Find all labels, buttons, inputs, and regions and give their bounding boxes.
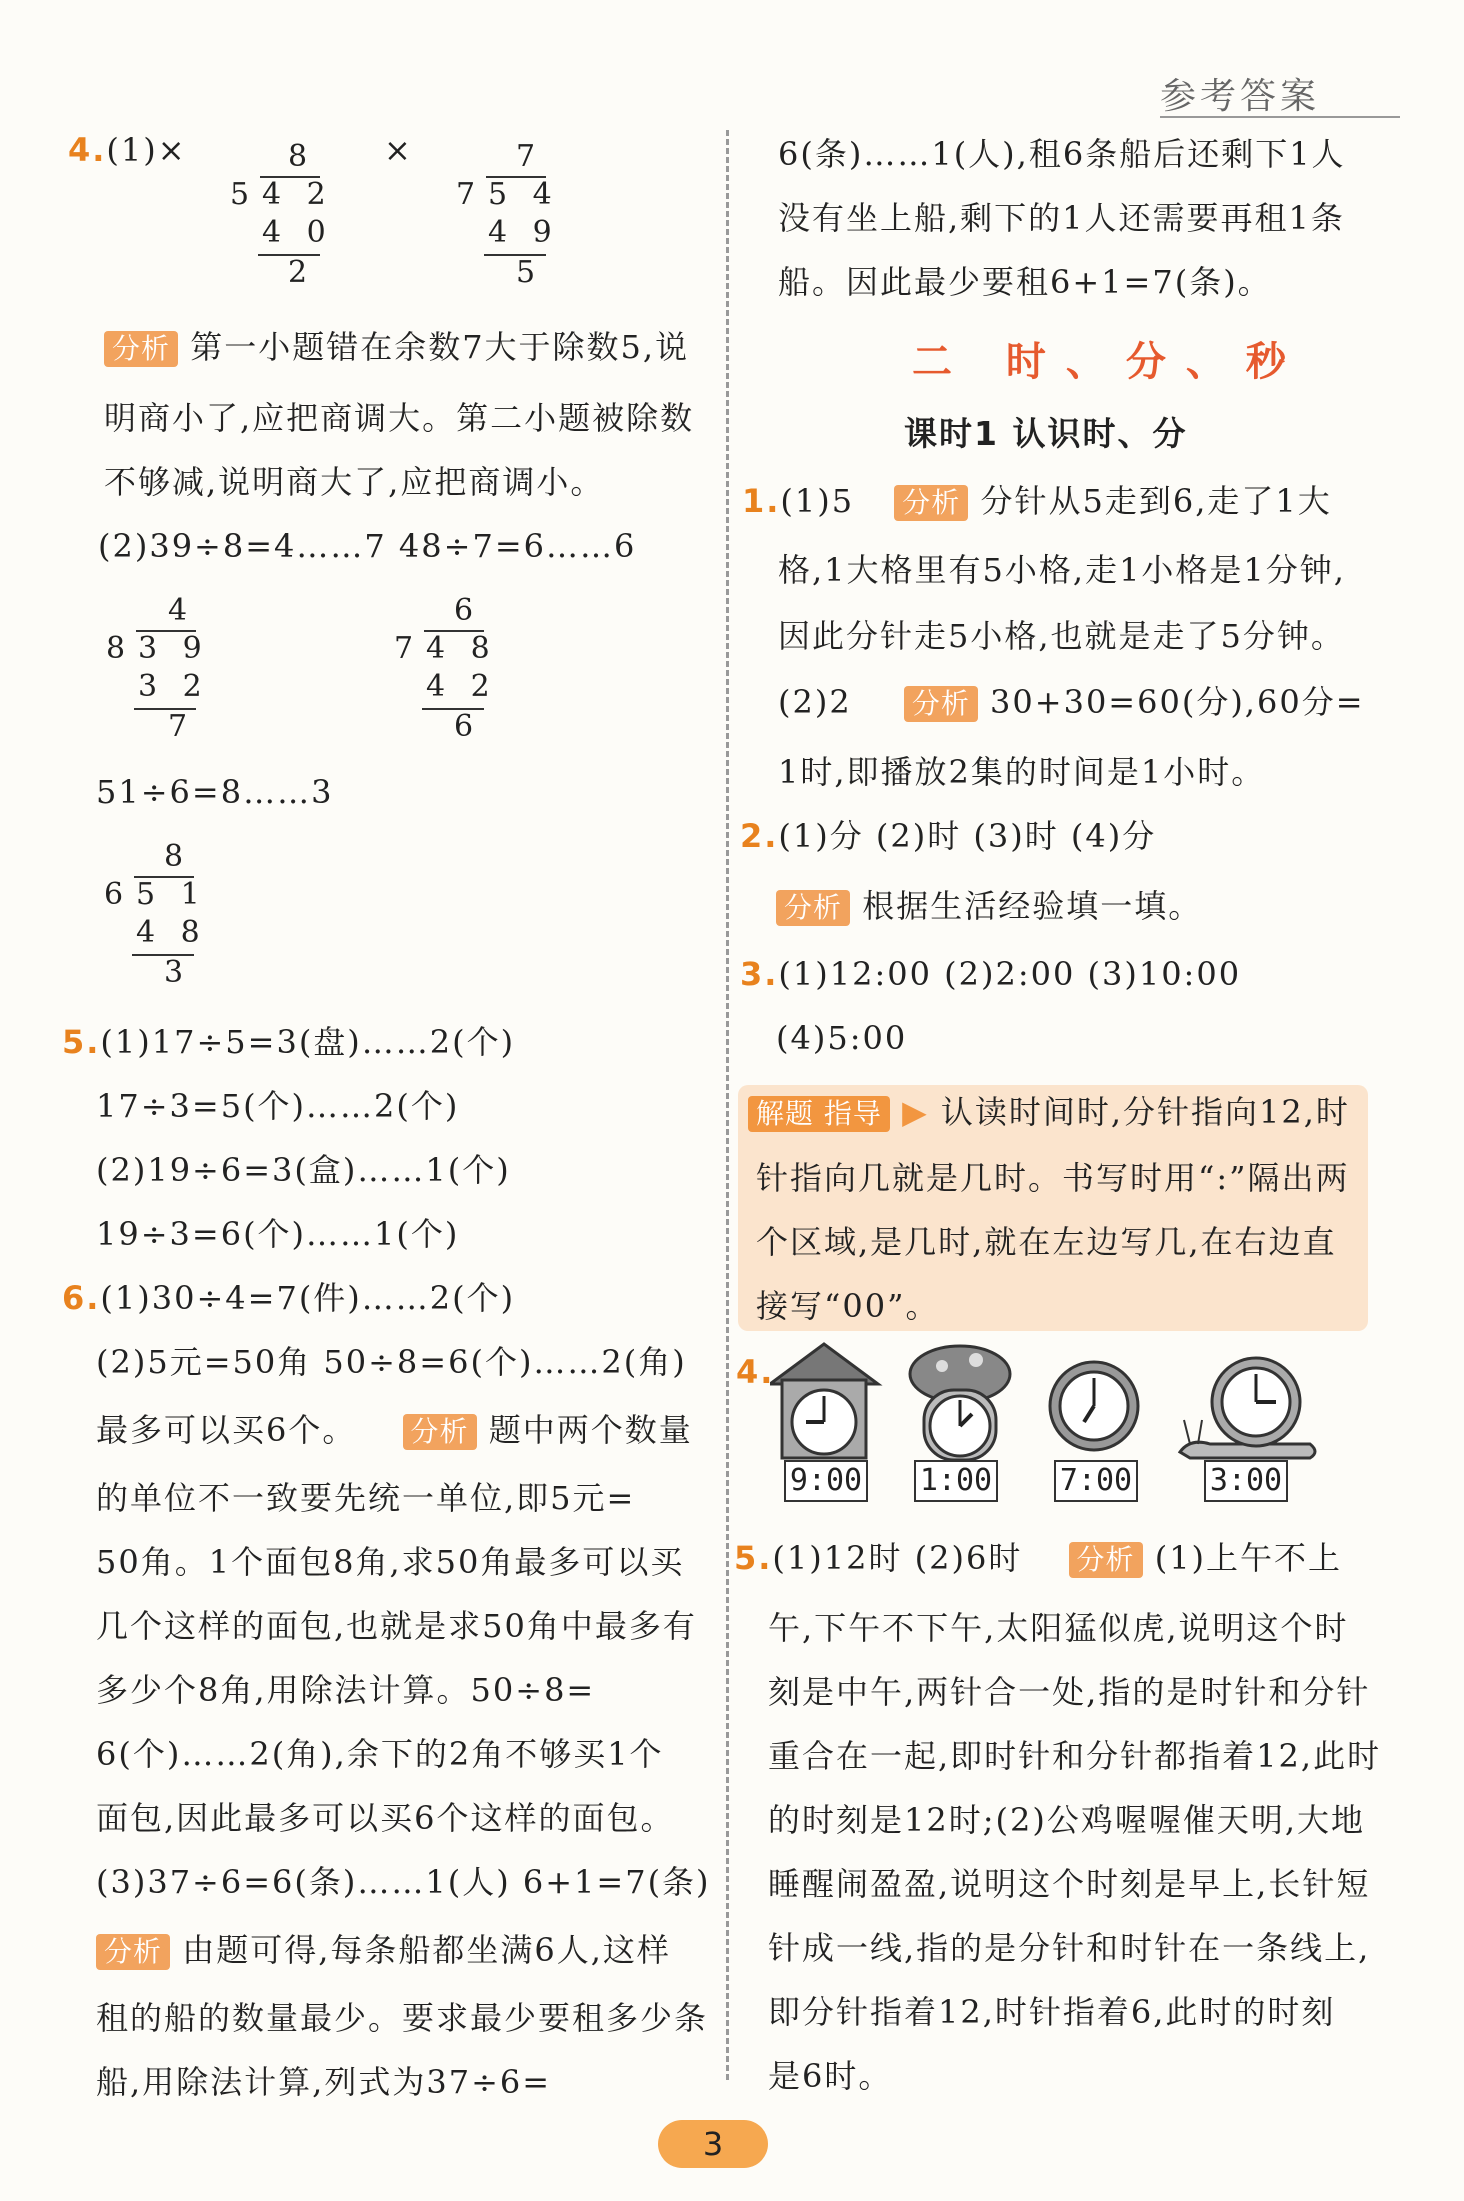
- snail-clock-icon: [1180, 1358, 1315, 1458]
- ld-remainder: 7: [168, 709, 196, 744]
- left-q5-line4: 19÷3=6(个)……1(个): [96, 1215, 460, 1253]
- section-title: 二 时、分、秒: [912, 339, 1306, 385]
- ld-divisor: 7: [394, 631, 422, 666]
- left-q6-line7: 多少个8角,用除法计算。50÷8=: [96, 1671, 596, 1709]
- analysis-tag: 分析: [894, 485, 968, 521]
- header-rule: [1160, 116, 1400, 118]
- ld-remainder: 3: [164, 955, 192, 990]
- ld-remainder: 2: [288, 255, 316, 290]
- ld-divisor: 6: [104, 877, 132, 912]
- right-q1-line5: 1时,即播放2集的时间是1小时。: [778, 753, 1266, 791]
- left-q6-line8: 6(个)……2(角),余下的2角不够买1个: [96, 1735, 664, 1773]
- ld-dividend: 4 8: [426, 631, 498, 666]
- left-q6-line2: (2)5元=50角 50÷8=6(个)……2(角): [96, 1343, 687, 1381]
- ld-quotient: 8: [288, 139, 316, 174]
- left-q5-line1: 5.(1)17÷5=3(盘)……2(个): [62, 1023, 516, 1061]
- left-q6-line6: 几个这样的面包,也就是求50角中最多有: [96, 1607, 697, 1645]
- ld-product: 4 0: [262, 215, 334, 250]
- right-q2-line1: 2.(1)分 (2)时 (3)时 (4)分: [740, 817, 1157, 855]
- ld-product: 4 2: [426, 669, 498, 704]
- left-q5-line2: 17÷3=5(个)……2(个): [96, 1087, 460, 1125]
- left-q6-line4: 的单位不一致要先统一单位,即5元=: [96, 1479, 636, 1517]
- ld-product: 4 8: [136, 915, 208, 950]
- ld-quotient: 8: [164, 839, 192, 874]
- ld-quotient: 7: [516, 139, 544, 174]
- right-q1-line2: 格,1大格里有5小格,走1小格是1分钟,: [778, 551, 1346, 589]
- left-q4-analysis-1: 分析 第一小题错在余数7大于除数5,说: [104, 327, 689, 367]
- right-q5-line6: 睡醒闹盈盈,说明这个时刻是早上,长针短: [768, 1865, 1371, 1903]
- right-q5-line2: 午,下午不下午,太阳猛似虎,说明这个时: [768, 1609, 1349, 1647]
- lesson-title: 课时1 认识时、分: [904, 414, 1188, 453]
- ld-quotient: 6: [454, 593, 482, 628]
- right-q5-line3: 刻是中午,两针合一处,指的是时针和分针: [768, 1673, 1371, 1711]
- analysis-tag: 分析: [403, 1414, 477, 1450]
- left-q6-line1: 6.(1)30÷4=7(件)……2(个): [62, 1279, 516, 1317]
- right-cont-2: 没有坐上船,剩下的1人还需要再租1条: [778, 199, 1345, 237]
- analysis-tag: 分析: [1069, 1542, 1143, 1578]
- ld-dividend: 5 1: [136, 877, 208, 912]
- guide-line1: 解题 指导 ▶ 认读时间时,分针指向12,时: [748, 1092, 1350, 1132]
- column-divider: [726, 130, 729, 2080]
- left-q4-analysis-2: 明商小了,应把商调大。第二小题被除数: [104, 399, 695, 437]
- analysis-tag: 分析: [776, 890, 850, 926]
- analysis-tag: 分析: [104, 331, 178, 367]
- ld-product: 3 2: [138, 669, 210, 704]
- left-q4-head: 4.(1)×: [68, 131, 187, 169]
- left-q6-line12: 租的船的数量最少。要求最少要租多少条: [96, 1999, 709, 2037]
- ld-divisor: 7: [456, 177, 484, 212]
- right-q5-line5: 的时刻是12时;(2)公鸡喔喔催天明,大地: [768, 1801, 1366, 1839]
- right-q1-line4: (2)2 分析 30+30=60(分),60分=: [778, 683, 1365, 721]
- ld-dividend: 3 9: [138, 631, 210, 666]
- ld-divisor: 8: [106, 631, 134, 666]
- right-q2-line2: 分析 根据生活经验填一填。: [776, 886, 1202, 926]
- right-cont-1: 6(条)……1(人),租6条船后还剩下1人: [778, 135, 1346, 173]
- clock-answer-1: 9:00: [784, 1460, 868, 1502]
- left-q5-line3: (2)19÷6=3(盒)……1(个): [96, 1151, 511, 1189]
- ld-product: 4 9: [488, 215, 560, 250]
- left-q6-line10: (3)37÷6=6(条)……1(人) 6+1=7(条): [96, 1863, 711, 1901]
- left-q4-part3: 51÷6=8……3: [96, 773, 334, 811]
- right-q4-label: 4.: [736, 1353, 775, 1391]
- left-q6-line11: 分析 由题可得,每条船都坐满6人,这样: [96, 1930, 671, 1970]
- guide-line2: 针指向几就是几时。书写时用“:”隔出两: [756, 1159, 1350, 1197]
- left-q4-part2: (2)39÷8=4……7 48÷7=6……6: [98, 527, 637, 565]
- left-q6-line9: 面包,因此最多可以买6个这样的面包。: [96, 1799, 675, 1837]
- guide-tag: 解题 指导: [748, 1096, 890, 1132]
- ld-quotient: 4: [168, 593, 196, 628]
- ld-remainder: 5: [516, 255, 544, 290]
- house-clock-icon: [770, 1344, 878, 1458]
- right-q5-line4: 重合在一起,即时针和分针都指着12,此时: [768, 1737, 1382, 1775]
- right-cont-3: 船。因此最少要租6+1=7(条)。: [778, 263, 1272, 301]
- left-q6-line5: 50角。1个面包8角,求50角最多可以买: [96, 1543, 685, 1581]
- right-q1-line1: 1.(1)5 分析 分针从5走到6,走了1大: [742, 482, 1332, 520]
- right-q3-line1: 3.(1)12:00 (2)2:00 (3)10:00: [740, 955, 1242, 993]
- header-title: 参考答案: [1160, 76, 1321, 117]
- analysis-tag: 分析: [904, 686, 978, 722]
- guide-line3: 个区域,是几时,就在左边写几,在右边直: [756, 1223, 1337, 1261]
- right-q5-line7: 针成一线,指的是分针和时针在一条线上,: [768, 1929, 1371, 1967]
- ld-dividend: 4 2: [262, 177, 334, 212]
- right-q5-line1: 5.(1)12时 (2)6时 分析 (1)上午不上: [734, 1539, 1343, 1577]
- left-q6-line3: 最多可以买6个。 分析 题中两个数量: [96, 1411, 693, 1449]
- right-q1-line3: 因此分针走5小格,也就是走了5分钟。: [778, 617, 1345, 655]
- right-q5-line9: 是6时。: [768, 2057, 893, 2095]
- clock-answer-2: 1:00: [914, 1460, 998, 1502]
- mushroom-clock-icon: [910, 1346, 1010, 1460]
- page-header: [1160, 68, 1320, 119]
- right-q5-line8: 即分针指着12,时针指着6,此时的时刻: [768, 1993, 1336, 2031]
- left-q4-cross: ×: [384, 131, 413, 169]
- clock-answer-3: 7:00: [1054, 1460, 1138, 1502]
- guide-line4: 接写“00”。: [756, 1287, 940, 1325]
- left-q4-analysis-3: 不够减,说明商大了,应把商调小。: [104, 463, 605, 501]
- round-clock-icon: [1050, 1362, 1138, 1450]
- ld-dividend: 5 4: [488, 177, 560, 212]
- ld-remainder: 6: [454, 709, 482, 744]
- clock-answer-4: 3:00: [1204, 1460, 1288, 1502]
- right-q3-line2: (4)5:00: [776, 1019, 908, 1057]
- analysis-tag: 分析: [96, 1934, 170, 1970]
- page-number: 3: [658, 2120, 768, 2168]
- left-q6-line13: 船,用除法计算,列式为37÷6=: [96, 2063, 552, 2101]
- ld-divisor: 5: [230, 177, 258, 212]
